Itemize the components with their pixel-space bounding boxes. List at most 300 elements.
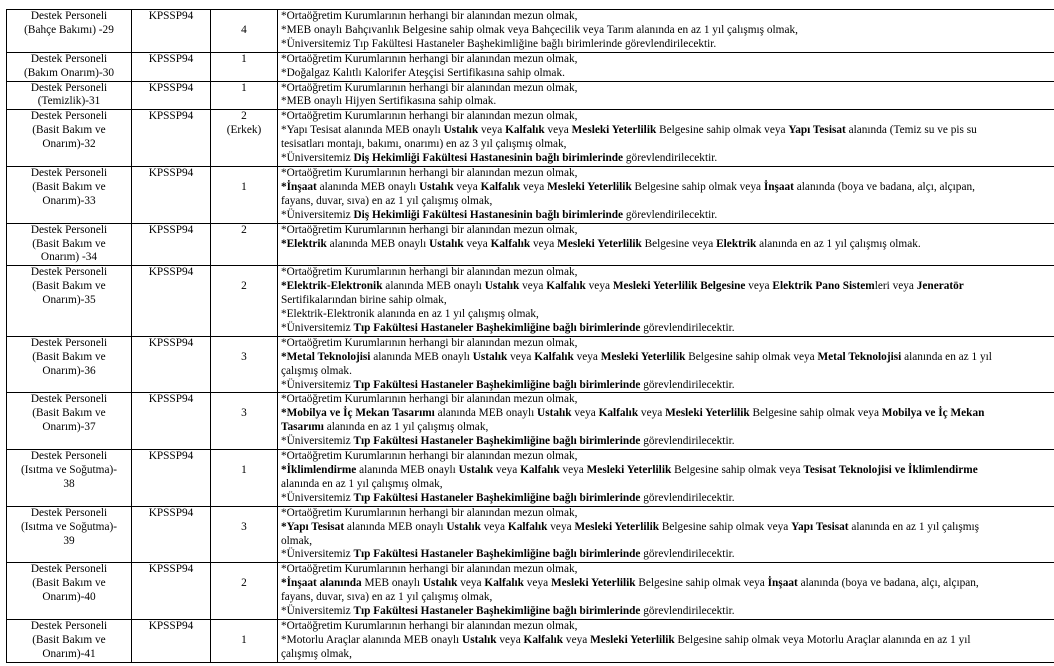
plain-text: *Elektrik-Elektronik alanında en az 1 yıl çalışmış olmak, xyxy=(281,308,539,321)
requirements-table-body xyxy=(7,10,1054,663)
position-text: Onarım) -34 xyxy=(40,251,98,264)
plain-text: veya xyxy=(563,633,591,646)
plain-text: alanında (Temiz su ve pis su xyxy=(845,124,977,137)
plain-text: *Ortaöğretim Kurumlarının herhangi bir alanından mezun olmak, xyxy=(281,81,578,94)
code-cell: KPSSP94 xyxy=(132,393,211,450)
position-text: Destek Personeli xyxy=(30,10,108,22)
position-cell xyxy=(7,506,132,563)
requirement-line xyxy=(281,407,1054,421)
bold-text: *Metal Teknolojisi xyxy=(281,350,371,363)
plain-text: *Üniversitemiz xyxy=(281,605,354,618)
requirement-line xyxy=(281,548,1054,562)
bold-text: Ustalık xyxy=(429,237,464,250)
bold-text: *Elektrik-Elektronik xyxy=(281,280,383,293)
plain-text: *Üniversitemiz xyxy=(281,152,354,165)
bold-text: Yapı Tesisat xyxy=(791,520,849,533)
requirement-line xyxy=(281,563,1054,577)
plain-text: veya xyxy=(520,180,548,193)
requirements-cell xyxy=(278,336,1054,393)
table-row xyxy=(7,110,1054,167)
count-cell xyxy=(211,166,278,223)
plain-text: görevlendirilecektir. xyxy=(640,435,735,448)
position-cell xyxy=(7,619,132,662)
count-cell xyxy=(211,506,278,563)
count-cell xyxy=(211,393,278,450)
requirement-line xyxy=(281,365,1054,379)
plain-text: fayans, duvar, sıva) en az 1 yıl çalışmış olmak, xyxy=(281,194,493,207)
plain-text: veya xyxy=(573,350,601,363)
requirement-line xyxy=(281,507,1054,521)
plain-text: *Ortaöğretim Kurumlarının herhangi bir alanından mezun olmak, xyxy=(281,110,578,123)
requirement-line xyxy=(281,294,1054,308)
plain-text: alanında MEB onaylı xyxy=(326,237,430,250)
bold-text: Mesleki Yeterlilik xyxy=(547,180,632,193)
count-text: 3 xyxy=(241,520,247,533)
position-text: 39 xyxy=(63,534,75,547)
requirement-line xyxy=(281,337,1054,351)
bold-text: Kalfalık xyxy=(480,180,521,193)
plain-text: Belgesine sahip olmak veya xyxy=(656,124,789,137)
plain-text: Belgesine sahip olmak veya xyxy=(659,520,792,533)
plain-text: veya xyxy=(457,577,485,590)
requirement-line xyxy=(281,152,1054,166)
count-text: 2 xyxy=(241,110,247,123)
position-text: (Basit Bakım ve xyxy=(32,407,106,420)
bold-text: Ustalık xyxy=(458,464,494,476)
position-text: (Isıtma ve Soğutma)- xyxy=(20,520,117,533)
position-cell xyxy=(7,166,132,223)
plain-text: alanında en az 1 yıl çalışmış olmak. xyxy=(756,237,921,250)
bold-text: Mesleki Yeterlilik xyxy=(600,350,686,363)
bold-text: Ustalık xyxy=(446,520,481,533)
table-row xyxy=(7,506,1054,563)
position-cell xyxy=(7,266,132,337)
position-text: Destek Personeli xyxy=(30,110,108,123)
bold-text: Kalfalık xyxy=(546,280,586,293)
count-text: 1 xyxy=(241,180,247,193)
bold-text: *Elektrik xyxy=(281,237,327,250)
plain-text: veya xyxy=(745,280,773,293)
count-text: 1 xyxy=(241,81,247,94)
requirements-cell xyxy=(278,266,1054,337)
code-cell: KPSSP94 xyxy=(132,266,211,337)
plain-text: fayans, duvar, sıva) en az 1 yıl çalışmış olmak, xyxy=(281,591,493,604)
plain-text: alanında (boya ve badana, alçı, alçıpan, xyxy=(793,180,975,193)
position-cell xyxy=(7,450,132,507)
table-row xyxy=(7,166,1054,223)
plain-text: Belgesine sahip olmak veya xyxy=(671,464,804,476)
bold-text: Mesleki Yeterlilik xyxy=(665,407,750,420)
bold-text: Tıp Fakültesi Hastaneler Başhekimliğine bağlı birimlerinde xyxy=(353,605,641,618)
requirement-line xyxy=(281,24,1054,38)
requirement-line xyxy=(281,322,1054,336)
requirement-line xyxy=(281,308,1054,322)
plain-text: alanında en az 1 yıl çalışmış olmak, xyxy=(281,477,443,490)
bold-text: Kalfalık xyxy=(490,237,531,250)
plain-text: Sertifikalarından birine sahip olmak, xyxy=(281,294,447,307)
count-cell xyxy=(211,266,278,337)
table-row xyxy=(7,223,1054,266)
position-text: Destek Personeli xyxy=(30,563,108,576)
plain-text: veya xyxy=(559,464,587,476)
requirement-line xyxy=(281,38,1054,52)
plain-text: Belgesine sahip olmak veya Motorlu Araçlar alanında en az 1 yıl xyxy=(674,633,971,646)
position-text: Onarım)-40 xyxy=(42,591,96,604)
requirements-cell xyxy=(278,110,1054,167)
plain-text: *Ortaöğretim Kurumlarının herhangi bir alanından mezun olmak, xyxy=(281,336,578,349)
plain-text: *Motorlu Araçlar alanında MEB onaylı xyxy=(281,633,463,646)
bold-text: Ustalık xyxy=(419,180,454,193)
bold-text: Mesleki Yeterlilik xyxy=(550,577,636,590)
plain-text: veya xyxy=(463,237,491,250)
count-cell xyxy=(211,52,278,81)
requirements-cell xyxy=(278,166,1054,223)
position-text: Destek Personeli xyxy=(30,336,108,349)
requirement-line xyxy=(281,195,1054,209)
plain-text: veya xyxy=(544,124,572,137)
requirements-cell xyxy=(278,506,1054,563)
bold-text: Elektrik Pano Sistem xyxy=(772,280,875,293)
code-cell: KPSSP94 xyxy=(132,336,211,393)
table-row xyxy=(7,450,1054,507)
count-cell xyxy=(211,336,278,393)
plain-text: Belgesine sahip olmak veya xyxy=(749,407,882,420)
table-row xyxy=(7,336,1054,393)
position-text: (Basit Bakım ve xyxy=(32,180,106,193)
bold-text: Kalfalık xyxy=(598,407,639,420)
plain-text: görevlendirilecektir. xyxy=(623,208,718,221)
requirement-line xyxy=(281,464,1054,478)
requirement-line xyxy=(281,450,1054,464)
code-cell: KPSSP94 xyxy=(132,52,211,81)
requirement-line xyxy=(281,535,1054,549)
bold-text: Diş Hekimliği Fakültesi Hastanesinin bağlı birimlerinde xyxy=(353,208,624,221)
bold-text: Kalfalık xyxy=(507,520,548,533)
plain-text: veya xyxy=(571,407,599,420)
requirement-line xyxy=(281,492,1054,506)
position-text: Onarım)-41 xyxy=(42,647,96,660)
plain-text: *Ortaöğretim Kurumlarının herhangi bir alanından mezun olmak, xyxy=(281,52,578,65)
position-text: Destek Personeli xyxy=(30,81,108,94)
requirements-cell xyxy=(278,52,1054,81)
requirements-cell xyxy=(278,619,1054,662)
bold-text: Tesisat Teknolojisi ve İklimlendirme xyxy=(803,464,978,476)
count-cell xyxy=(211,450,278,507)
position-text: (Isıtma ve Soğutma)- xyxy=(20,464,117,476)
requirement-line xyxy=(281,110,1054,124)
bold-text: Mesleki Yeterlilik xyxy=(586,464,672,476)
plain-text: görevlendirilecektir. xyxy=(640,605,735,618)
bold-text: Kalfalık xyxy=(534,350,574,363)
bold-text: Ustalık xyxy=(462,633,497,646)
requirement-line xyxy=(281,577,1054,591)
plain-text: *Ortaöğretim Kurumlarının herhangi bir alanından mezun olmak, xyxy=(281,619,578,632)
bold-text: Yapı Tesisat xyxy=(788,124,846,137)
requirement-line xyxy=(281,280,1054,294)
requirement-line xyxy=(281,53,1054,67)
position-text: (Bahçe Bakımı) -29 xyxy=(24,23,114,36)
bold-text: Diş Hekimliği Fakültesi Hastanesinin bağlı birimlerinde xyxy=(353,152,624,165)
plain-text: *Ortaöğretim Kurumlarının herhangi bir alanından mezun olmak, xyxy=(281,166,578,179)
plain-text: MEB onaylı xyxy=(361,577,423,590)
bold-text: *Mobilya ve İç Mekan Tasarımı xyxy=(281,407,435,420)
plain-text: alanında MEB onaylı xyxy=(356,464,459,476)
bold-text: Ustalık xyxy=(422,577,458,590)
bold-text: Tıp Fakültesi Hastaneler Başhekimliğine bağlı birimlerinde xyxy=(353,321,641,334)
plain-text: görevlendirilecektir. xyxy=(640,378,735,391)
position-cell xyxy=(7,223,132,266)
plain-text: *Ortaöğretim Kurumlarının herhangi bir alanından mezun olmak, xyxy=(281,450,578,463)
plain-text: *Ortaöğretim Kurumlarının herhangi bir alanından mezun olmak, xyxy=(281,10,578,22)
count-text: 1 xyxy=(241,52,247,65)
count-text: 3 xyxy=(241,350,247,363)
plain-text: olmak, xyxy=(281,534,313,547)
bold-text: Kalfalık xyxy=(505,124,545,137)
count-cell xyxy=(211,563,278,620)
bold-text: Tıp Fakültesi Hastaneler Başhekimliğine bağlı birimlerinde xyxy=(353,435,641,448)
table-row xyxy=(7,81,1054,110)
plain-text: veya xyxy=(523,577,551,590)
plain-text: tesisatları montajı, bakımı, onarımı) en az 3 yıl çalışmış olmak, xyxy=(281,138,567,151)
requirements-cell xyxy=(278,223,1054,266)
position-text: (Basit Bakım ve xyxy=(32,350,106,363)
position-text: (Basit Bakım ve xyxy=(32,280,106,293)
plain-text: *Üniversitemiz xyxy=(281,548,354,561)
plain-text: veya xyxy=(507,350,535,363)
position-cell xyxy=(7,110,132,167)
requirement-line xyxy=(281,421,1054,435)
position-cell xyxy=(7,336,132,393)
requirement-line xyxy=(281,435,1054,449)
position-text: Onarım)-37 xyxy=(42,421,96,434)
requirements-cell xyxy=(278,10,1054,53)
requirement-line xyxy=(281,605,1054,619)
bold-text: *İnşaat xyxy=(281,180,317,193)
plain-text: veya xyxy=(547,520,575,533)
count-cell xyxy=(211,10,278,53)
position-text: (Basit Bakım ve xyxy=(32,633,106,646)
position-text: Destek Personeli xyxy=(30,166,108,179)
plain-text: Belgesine sahip olmak veya xyxy=(635,577,768,590)
code-cell: KPSSP94 xyxy=(132,619,211,662)
plain-text: *MEB onaylı Hijyen Sertifikasına sahip olmak. xyxy=(281,95,497,108)
bold-text: Ustalık xyxy=(472,350,508,363)
count-text: (Erkek) xyxy=(226,124,262,137)
position-text: (Basit Bakım ve xyxy=(32,124,106,137)
bold-text: Kalfalık xyxy=(523,633,564,646)
position-text: (Basit Bakım ve xyxy=(32,237,106,250)
requirement-line xyxy=(281,351,1054,365)
requirements-table xyxy=(6,9,1054,663)
bold-text: Mesleki Yeterlilik xyxy=(574,520,660,533)
requirement-line xyxy=(281,634,1054,648)
requirement-line xyxy=(281,478,1054,492)
plain-text: *Üniversitemiz xyxy=(281,378,354,391)
bold-text: Tasarımı xyxy=(281,421,324,434)
plain-text: görevlendirilecektir. xyxy=(640,491,735,504)
plain-text: alanında en az 1 yıl çalışmış xyxy=(848,520,980,533)
bold-text: Mesleki Yeterlilik Belgesine xyxy=(612,280,746,293)
count-text: 3 xyxy=(241,407,247,420)
plain-text: *MEB onaylı Bahçıvanlık Belgesine sahip olmak veya Bahçecilik veya Tarım alanında en az 1 yıl çalışmış olmak, xyxy=(281,23,798,36)
position-text: (Temizlik)-31 xyxy=(37,95,101,108)
position-cell xyxy=(7,10,132,53)
requirement-line xyxy=(281,209,1054,223)
plain-text: *Yapı Tesisat alanında MEB onaylı xyxy=(281,124,444,137)
code-cell: KPSSP94 xyxy=(132,10,211,53)
plain-text: *Üniversitemiz xyxy=(281,491,354,504)
plain-text: alanında MEB onaylı xyxy=(370,350,473,363)
plain-text: *Ortaöğretim Kurumlarının herhangi bir alanından mezun olmak, xyxy=(281,506,578,519)
plain-text: Belgesine sahip olmak veya xyxy=(631,180,764,193)
count-text: 2 xyxy=(241,223,247,236)
plain-text: çalışmış olmak. xyxy=(281,364,352,377)
count-cell xyxy=(211,110,278,167)
bold-text: Mobilya ve İç Mekan xyxy=(881,407,985,420)
bold-text: Ustalık xyxy=(484,280,520,293)
plain-text: *Üniversitemiz xyxy=(281,321,354,334)
plain-text: veya xyxy=(496,633,524,646)
table-row xyxy=(7,393,1054,450)
code-cell: KPSSP94 xyxy=(132,223,211,266)
plain-text: alanında en az 1 yıl xyxy=(901,350,992,363)
position-text: Onarım)-32 xyxy=(42,138,96,151)
plain-text: alanında MEB onaylı xyxy=(382,280,485,293)
requirement-line xyxy=(281,521,1054,535)
plain-text: veya xyxy=(478,124,506,137)
bold-text: Ustalık xyxy=(443,124,479,137)
count-text: 4 xyxy=(241,24,247,36)
requirements-cell xyxy=(278,563,1054,620)
bold-text: Jeneratör xyxy=(916,280,964,293)
requirement-line xyxy=(281,251,1054,265)
plain-text: veya xyxy=(493,464,521,476)
requirement-line xyxy=(281,10,1054,24)
table-row xyxy=(7,52,1054,81)
bold-text: Elektrik xyxy=(716,237,757,250)
table-row xyxy=(7,619,1054,662)
position-text: Onarım)-35 xyxy=(42,294,96,307)
bold-text: Tıp Fakültesi Hastaneler Başhekimliğine bağlı birimlerinde xyxy=(353,491,641,504)
position-text: Onarım)-33 xyxy=(42,194,96,207)
bold-text: Kalfalık xyxy=(484,577,524,590)
count-text: 2 xyxy=(241,577,247,590)
code-cell: KPSSP94 xyxy=(132,110,211,167)
bold-text: *İnşaat alanında xyxy=(281,577,362,590)
plain-text: çalışmış olmak, xyxy=(281,647,352,660)
plain-text: *Doğalgaz Kalıtlı Kalorifer Ateşçisi Sertifikasına sahip olmak. xyxy=(281,66,565,79)
plain-text: veya xyxy=(530,237,558,250)
count-text: 2 xyxy=(241,280,247,293)
requirement-line xyxy=(281,167,1054,181)
count-cell xyxy=(211,223,278,266)
position-cell xyxy=(7,563,132,620)
code-cell: KPSSP94 xyxy=(132,506,211,563)
requirement-line xyxy=(281,138,1054,152)
position-text: Destek Personeli xyxy=(30,52,108,65)
requirement-line xyxy=(281,181,1054,195)
table-row xyxy=(7,10,1054,53)
plain-text: *Üniversitemiz xyxy=(281,208,354,221)
count-text: 1 xyxy=(241,464,247,477)
code-cell: KPSSP94 xyxy=(132,166,211,223)
plain-text: veya xyxy=(519,280,547,293)
requirements-cell xyxy=(278,450,1054,507)
table-row xyxy=(7,563,1054,620)
bold-text: Tıp Fakültesi Hastaneler Başhekimliğine bağlı birimlerinde xyxy=(353,548,641,561)
requirement-line xyxy=(281,393,1054,407)
requirement-line xyxy=(281,67,1054,81)
bold-text: Mesleki Yeterlilik xyxy=(571,124,657,137)
bold-text: Mesleki Yeterlilik xyxy=(557,237,642,250)
bold-text: İnşaat xyxy=(763,180,794,193)
plain-text: görevlendirilecektir. xyxy=(640,321,735,334)
requirement-line xyxy=(281,95,1054,109)
requirement-line xyxy=(281,224,1054,238)
position-cell xyxy=(7,81,132,110)
position-text: Destek Personeli xyxy=(30,506,108,519)
position-text: Destek Personeli xyxy=(30,223,108,236)
plain-text: alanında (boya ve badana, alçı, alçıpan, xyxy=(797,577,979,590)
code-cell: KPSSP94 xyxy=(132,450,211,507)
position-cell xyxy=(7,393,132,450)
plain-text: leri veya xyxy=(874,280,917,293)
requirement-line xyxy=(281,379,1054,393)
plain-text: alanında MEB onaylı xyxy=(344,520,447,533)
requirement-line xyxy=(281,648,1054,662)
plain-text: alanında en az 1 yıl çalışmış olmak, xyxy=(323,421,489,434)
requirement-line xyxy=(281,620,1054,634)
code-cell: KPSSP94 xyxy=(132,81,211,110)
requirements-cell xyxy=(278,81,1054,110)
plain-text: *Ortaöğretim Kurumlarının herhangi bir alanından mezun olmak, xyxy=(281,393,578,406)
count-cell xyxy=(211,619,278,662)
position-text: Destek Personeli xyxy=(30,619,108,632)
plain-text: görevlendirilecektir. xyxy=(640,548,735,561)
plain-text: veya xyxy=(585,280,613,293)
position-cell xyxy=(7,52,132,81)
bold-text: *İklimlendirme xyxy=(281,464,357,476)
plain-text: veya xyxy=(453,180,481,193)
table-row xyxy=(7,266,1054,337)
plain-text: veya xyxy=(480,520,508,533)
position-text: Onarım)-36 xyxy=(42,364,96,377)
position-text: Destek Personeli xyxy=(30,266,108,279)
position-text: (Basit Bakım ve xyxy=(32,577,106,590)
bold-text: Metal Teknolojisi xyxy=(817,350,902,363)
plain-text: Belgesine sahip olmak veya xyxy=(685,350,818,363)
bold-text: Kalfalık xyxy=(520,464,560,476)
position-text: (Bakım Onarım)-30 xyxy=(23,66,115,79)
requirement-line xyxy=(281,124,1054,138)
plain-text: *Ortaöğretim Kurumlarının herhangi bir alanından mezun olmak, xyxy=(281,563,578,576)
count-cell xyxy=(211,81,278,110)
requirement-line xyxy=(281,591,1054,605)
plain-text: *Üniversitemiz Tıp Fakültesi Hastaneler Başhekimliğine bağlı birimlerinde görevlendirilecektir. xyxy=(281,37,717,50)
requirement-line xyxy=(281,266,1054,280)
plain-text: veya xyxy=(638,407,666,420)
position-text: Destek Personeli xyxy=(30,393,108,406)
code-cell: KPSSP94 xyxy=(132,563,211,620)
requirements-cell xyxy=(278,393,1054,450)
bold-text: İnşaat xyxy=(767,577,798,590)
plain-text: Belgesine veya xyxy=(641,237,717,250)
bold-text: Ustalık xyxy=(537,407,572,420)
bold-text: *Yapı Tesisat xyxy=(281,520,345,533)
plain-text: alanında MEB onaylı xyxy=(316,180,420,193)
position-text: 38 xyxy=(63,477,75,490)
plain-text: *Ortaöğretim Kurumlarının herhangi bir alanından mezun olmak, xyxy=(281,223,578,236)
